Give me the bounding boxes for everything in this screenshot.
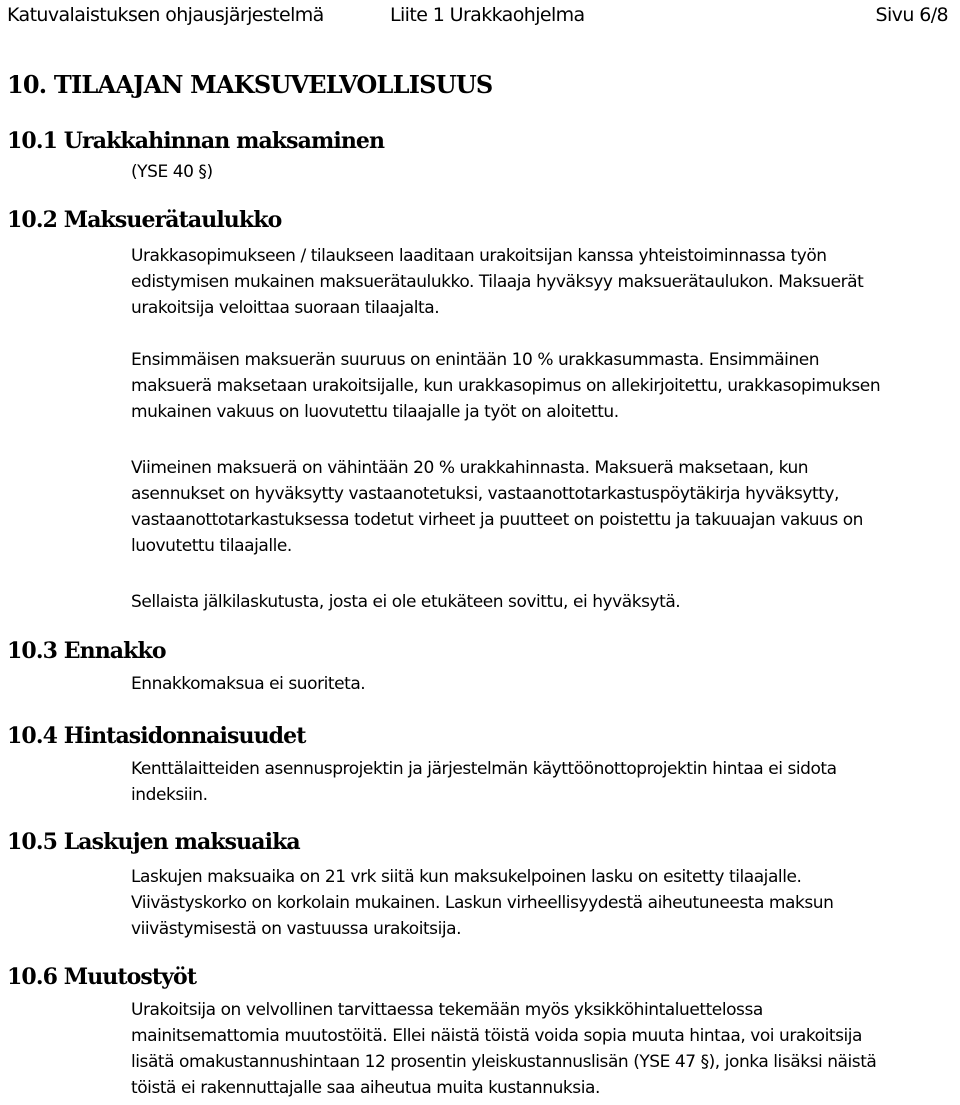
section-10-2-paragraph-3 [131, 455, 941, 559]
text-line: Ensimmäisen maksuerän suuruus on enintään 10 % urakkasummasta. Ensimmäinen [131, 350, 820, 370]
text-line: Kenttälaitteiden asennusprojektin ja järjestelmän käyttöönottoprojektin hintaa ei sidota [131, 759, 837, 779]
section-heading-10-5: 10.5 Laskujen maksuaika [7, 829, 300, 855]
section-heading-10-3: 10.3 Ennakko [7, 638, 166, 664]
header-document-title: Katuvalaistuksen ohjausjärjestelmä [7, 4, 324, 26]
section-heading-10-2: 10.2 Maksuerätaulukko [7, 207, 282, 233]
text-line: mainitsemattomia muutostöitä. Ellei näistä töistä voida sopia muuta hintaa, voi urakoitsija [131, 1026, 863, 1046]
text-line: Viimeinen maksuerä on vähintään 20 % urakkahinnasta. Maksuerä maksetaan, kun [131, 458, 809, 478]
text-line: (YSE 40 §) [131, 162, 213, 182]
text-line: indeksiin. [131, 785, 208, 805]
section-10-1-text [131, 159, 941, 185]
section-heading-10-1: 10.1 Urakkahinnan maksaminen [7, 128, 385, 154]
text-line: viivästymisestä on vastuussa urakoitsija. [131, 919, 462, 939]
section-10-3-text [131, 671, 941, 697]
section-10-2-paragraph-2 [131, 347, 941, 425]
section-heading-10-4: 10.4 Hintasidonnaisuudet [7, 723, 306, 749]
text-line: Laskujen maksuaika on 21 vrk siitä kun maksukelpoinen lasku on esitetty tilaajalle. [131, 867, 802, 887]
text-line: Ennakkomaksua ei suoriteta. [131, 674, 366, 694]
text-line: Urakoitsija on velvollinen tarvittaessa tekemään myös yksikköhintaluettelossa [131, 1000, 763, 1020]
text-line: Urakkasopimukseen / tilaukseen laaditaan urakoitsijan kanssa yhteistoiminnassa työn [131, 246, 827, 266]
page-header [7, 2, 948, 28]
text-line: töistä ei rakennuttajalle saa aiheutua muita kustannuksia. [131, 1078, 600, 1098]
text-line: Viivästyskorko on korkolain mukainen. Laskun virheellisyydestä aiheutuneesta maksun [131, 893, 834, 913]
text-line: Sellaista jälkilaskutusta, josta ei ole etukäteen sovittu, ei hyväksytä. [131, 592, 681, 612]
chapter-title: 10. TILAAJAN MAKSUVELVOLLISUUS [7, 70, 493, 99]
text-line: vastaanottotarkastuksessa todetut virheet ja puutteet on poistettu ja takuuajan vakuus on [131, 510, 863, 530]
text-line: lisätä omakustannushintaan 12 prosentin yleiskustannuslisän (YSE 47 §), jonka lisäksi näistä [131, 1052, 877, 1072]
text-line: mukainen vakuus on luovutettu tilaajalle ja työt on aloitettu. [131, 402, 619, 422]
section-heading-10-6: 10.6 Muutostyöt [7, 964, 197, 990]
text-line: edistymisen mukainen maksuerätaulukko. Tilaaja hyväksyy maksuerätaulukon. Maksuerät [131, 272, 864, 292]
text-line: asennukset on hyväksytty vastaanotetuksi, vastaanottotarkastuspöytäkirja hyväksytty, [131, 484, 839, 504]
header-page-number: Sivu 6/8 [875, 4, 948, 26]
header-attachment-label: Liite 1 Urakkaohjelma [390, 4, 585, 26]
text-line: maksuerä maksetaan urakoitsijalle, kun urakkasopimus on allekirjoitettu, urakkasopimuksen [131, 376, 881, 396]
section-10-2-paragraph-1 [131, 243, 941, 321]
section-10-6-text [131, 997, 941, 1101]
section-10-4-text [131, 756, 941, 808]
section-10-5-text [131, 864, 941, 942]
text-line: urakoitsija veloittaa suoraan tilaajalta. [131, 298, 440, 318]
section-10-2-paragraph-4 [131, 589, 941, 615]
text-line: luovutettu tilaajalle. [131, 536, 292, 556]
